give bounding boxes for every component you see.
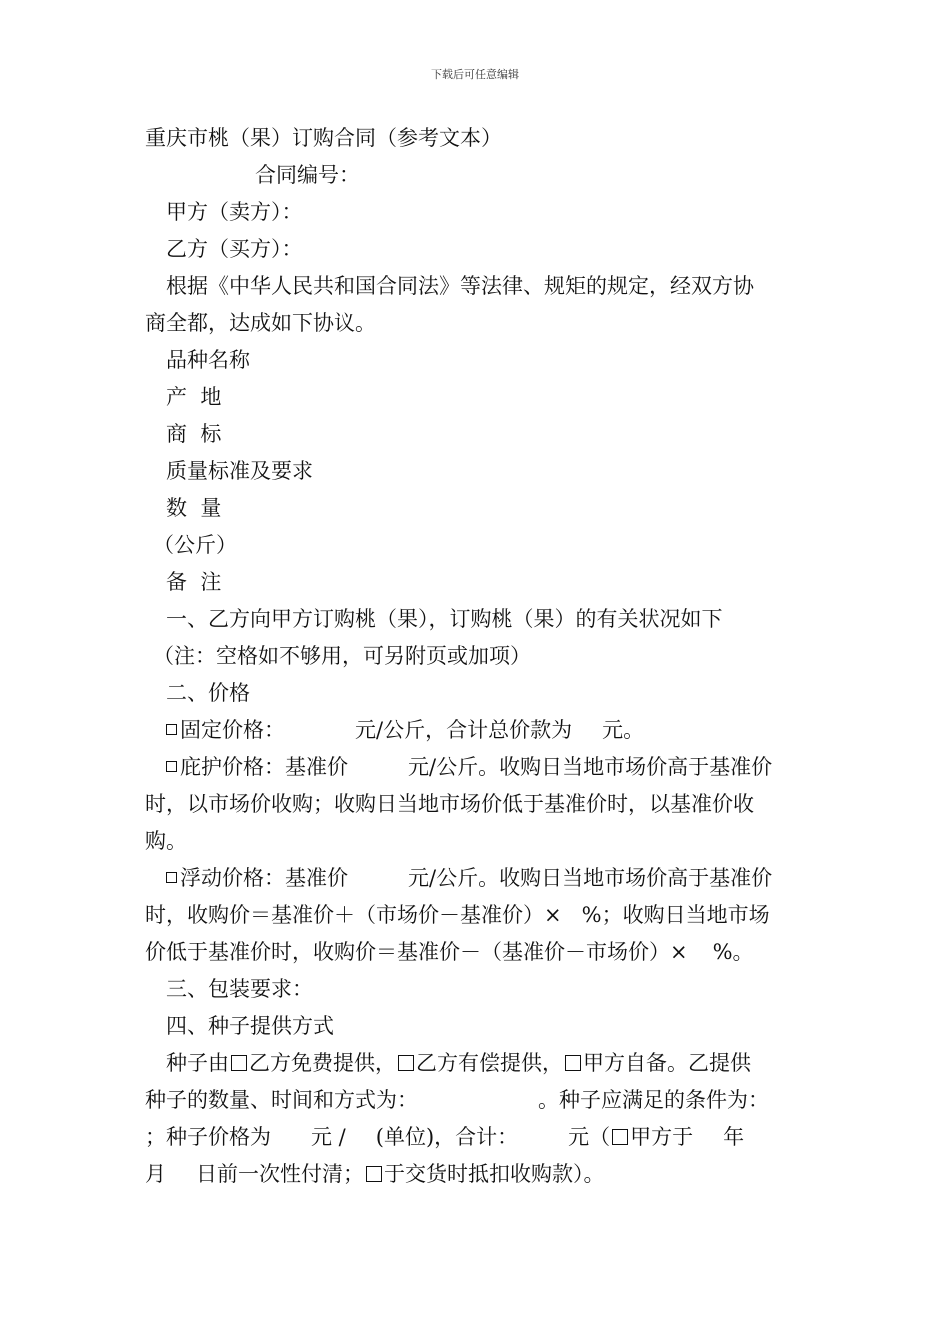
protect-price-label: 庇护价格：基准价	[180, 755, 348, 779]
float-formula-1: 时，收购价＝基准价＋（市场价－基准价）×	[145, 903, 562, 927]
fixed-price-unit: 元/公斤，合计总价款为	[355, 718, 573, 742]
section-4-heading: 四、种子提供方式	[166, 1014, 334, 1038]
field-unit: （公斤）	[153, 533, 237, 557]
seed-self-label: 甲方自备。乙提供	[583, 1051, 751, 1075]
seed-paid-checkbox[interactable]	[398, 1055, 414, 1071]
fixed-price-line	[145, 712, 810, 749]
seed-line-3	[145, 1119, 810, 1156]
header-note: 下载后可任意编辑	[431, 68, 519, 81]
seed-price-unit: 元 /	[311, 1125, 346, 1149]
fixed-price-label: 固定价格：	[180, 718, 285, 742]
seed-line-2	[145, 1082, 810, 1119]
seed-year-label: 年	[723, 1125, 745, 1149]
protect-price-checkbox[interactable]	[166, 761, 177, 772]
float-price-line	[145, 860, 810, 897]
contract-title: 重庆市桃（果）订购合同（参考文本）	[145, 126, 502, 150]
field-remark: 备 注	[166, 570, 222, 594]
field-variety: 品种名称	[166, 348, 250, 372]
field-quality: 质量标准及要求	[166, 459, 313, 483]
protect-price-line-3: 购。	[145, 829, 187, 853]
section-2-heading: 二、价格	[166, 681, 250, 705]
seed-free-checkbox[interactable]	[231, 1055, 247, 1071]
section-1-note: （注：空格如不够用，可另附页或加项）	[153, 644, 531, 668]
party-a-label: 甲方（卖方）：	[166, 200, 303, 224]
fixed-price-checkbox[interactable]	[166, 724, 177, 735]
float-price-line-3	[145, 934, 810, 971]
seed-deduct-checkbox[interactable]	[366, 1166, 382, 1182]
seed-day-label: 日前一次性付清；	[196, 1162, 364, 1186]
float-price-unit: 元/公斤。收购日当地市场价高于基准价	[408, 866, 773, 890]
seed-price-label: ；种子价格为	[145, 1125, 271, 1149]
seed-prepay-label: 甲方于	[630, 1125, 694, 1149]
float-price-label: 浮动价格：基准价	[180, 866, 348, 890]
seed-line-1	[145, 1045, 810, 1082]
fixed-price-yuan: 元。	[602, 718, 645, 742]
seed-line-4	[145, 1156, 810, 1193]
contract-number-label: 合同编号：	[255, 163, 360, 187]
seed-total-yuan: 元（	[568, 1125, 611, 1149]
seed-total-label: (单位)，合计：	[375, 1125, 519, 1149]
protect-price-line	[145, 749, 810, 786]
float-price-line-2	[145, 897, 810, 934]
seed-quantity-label: 种子的数量、时间和方式为：	[145, 1088, 418, 1112]
party-b-label: 乙方（买方）：	[166, 237, 303, 261]
float-formula-1-end: %；收购日当地市场	[581, 903, 770, 927]
seed-paid-label: 乙方有偿提供，	[416, 1051, 563, 1075]
protect-price-line-2: 时，以市场价收购；收购日当地市场价低于基准价时，以基准价收	[145, 792, 754, 816]
float-formula-2-end: %。	[712, 940, 754, 964]
seed-free-label: 乙方免费提供，	[249, 1051, 396, 1075]
seed-month-label: 月	[145, 1162, 166, 1186]
field-brand: 商 标	[166, 422, 222, 446]
preamble-line-2: 商全都，达成如下协议。	[145, 311, 376, 335]
preamble-line-1: 根据《中华人民共和国合同法》等法律、规矩的规定，经双方协	[166, 274, 754, 298]
protect-price-unit: 元/公斤。收购日当地市场价高于基准价	[408, 755, 773, 779]
section-1-text: 一、乙方向甲方订购桃（果），订购桃（果）的有关状况如下	[166, 607, 723, 631]
seed-self-checkbox[interactable]	[565, 1055, 581, 1071]
float-price-checkbox[interactable]	[166, 872, 177, 883]
seed-condition-label: 。种子应满足的条件为：	[538, 1088, 769, 1112]
field-origin: 产 地	[166, 385, 222, 409]
float-formula-2: 价低于基准价时，收购价＝基准价－（基准价－市场价）×	[145, 940, 688, 964]
field-quantity: 数 量	[166, 496, 222, 520]
contract-body	[145, 120, 810, 1193]
seed-source-label: 种子由	[166, 1051, 229, 1075]
seed-prepay-checkbox[interactable]	[612, 1129, 628, 1145]
section-3-heading: 三、包装要求：	[166, 977, 313, 1001]
seed-deduct-label: 于交货时抵扣收购款）。	[384, 1162, 605, 1186]
